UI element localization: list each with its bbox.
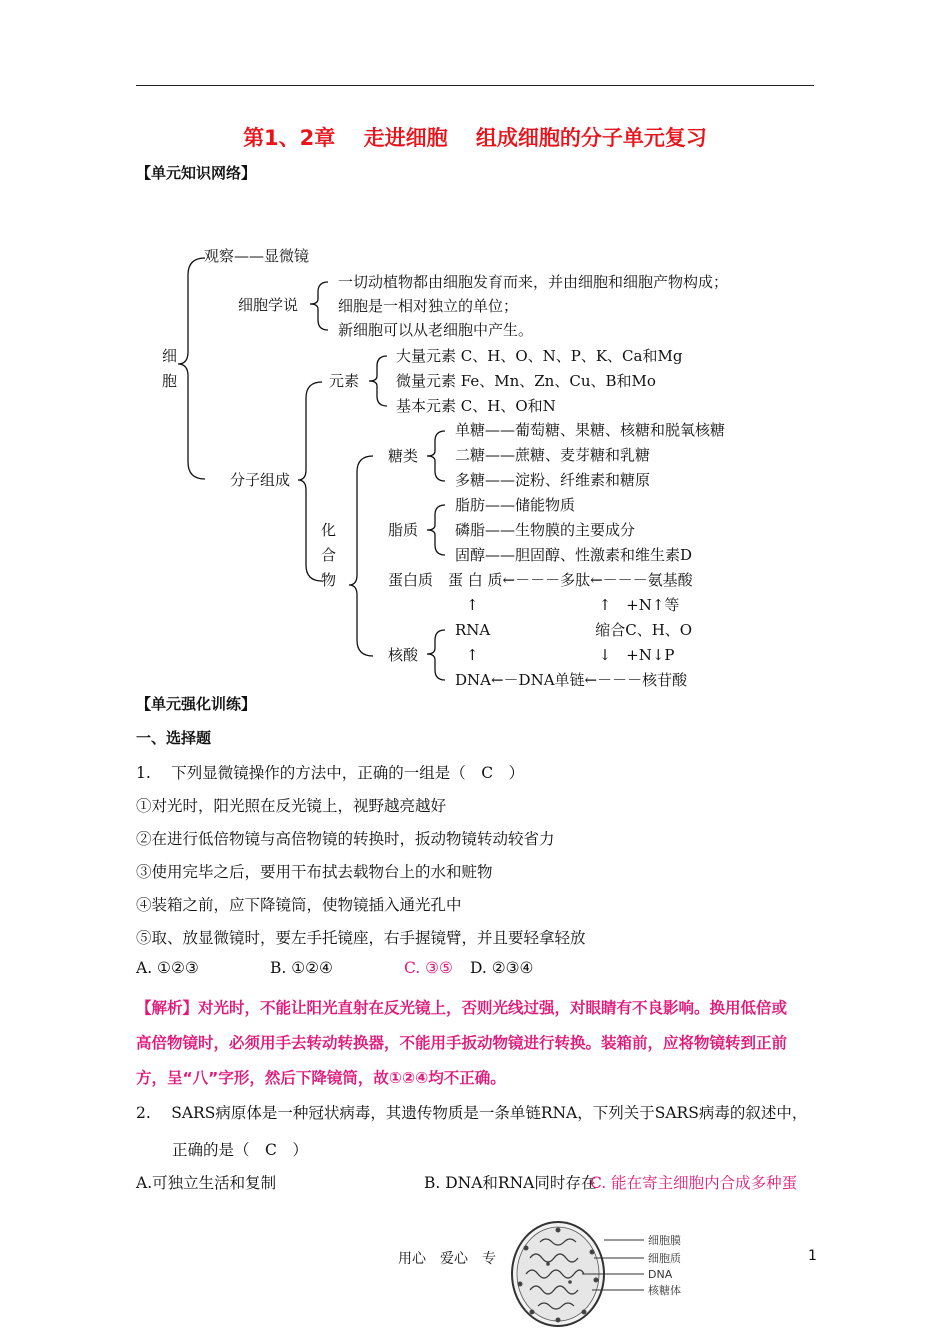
network-nucleic-arrows: ↑ ↓ +N↓P <box>466 646 675 664</box>
lipid-item: 磷脂——生物膜的主要成分 <box>455 521 636 539</box>
question-1-choice-c-answer: C. ③⑤ <box>404 959 453 977</box>
question-1-statement: ②在进行低倍物镜与高倍物镜的转换时，扳动物镜转动较省力 <box>136 830 555 848</box>
question-1-statement: ①对光时，阳光照在反光镜上，视野越亮越好 <box>136 797 447 815</box>
lipid-item: 固醇——胆固醇、性激素和维生素D <box>455 546 693 564</box>
section-training-heading: 【单元强化训练】 <box>136 695 257 713</box>
theory-item: 新细胞可以从老细胞中产生。 <box>338 321 534 339</box>
footer-text: 用心 爱心 专 <box>398 1251 496 1267</box>
brace-nucleic <box>427 630 445 680</box>
question-1-choice-b: B. ①②④ <box>270 959 333 977</box>
section-network-heading: 【单元知识网络】 <box>136 164 257 182</box>
page-number: 1 <box>808 1248 817 1264</box>
lipid-item: 脂肪——储能物质 <box>455 496 576 514</box>
question-1-choice-d: D. ②③④ <box>470 959 534 977</box>
page-title: 第1、2章 走进细胞 组成细胞的分子单元复习 <box>243 126 707 150</box>
network-lipid: 脂质 <box>388 521 419 539</box>
brace-compounds <box>349 456 373 656</box>
element-item: 基本元素 C、H、O和N <box>396 397 556 415</box>
question-1-explanation: 方，呈“八”字形，然后下降镜筒，故①②④均不正确。 <box>136 1069 506 1087</box>
question-2-stem-continued: 正确的是（ C ） <box>172 1141 308 1159</box>
theory-item: 细胞是一相对独立的单位； <box>338 297 519 315</box>
question-2-choice-c-answer: C. 能在寄主细胞内合成多种蛋 <box>590 1174 798 1192</box>
question-2-choice-b: B. DNA和RNA同时存在 <box>424 1174 597 1192</box>
network-observe: 观察——显微镜 <box>204 247 310 265</box>
figure-label: 细胞质 <box>648 1252 681 1265</box>
brace-lipid <box>427 505 445 555</box>
compound-char: 合 <box>321 546 337 564</box>
figure-label: 细胞膜 <box>648 1234 681 1247</box>
question-1-explanation: 高倍物镜时，必须用手去转动转换器，不能用手扳动物镜进行转换。装箱前，应将物镜转到正前 <box>136 1034 788 1052</box>
question-1-statement: ⑤取、放显微镜时，要左手托镜座，右手握镜臂，并且要轻拿轻放 <box>136 929 586 947</box>
network-root-char1: 细 <box>162 347 178 365</box>
network-elements: 元素 <box>329 372 360 390</box>
network-protein-row: 蛋白质 蛋 白 质←－－－多肽←－－－氨基酸 <box>388 571 693 589</box>
sugar-item: 单糖——葡萄糖、果糖、核糖和脱氧核糖 <box>455 421 726 439</box>
part-one-heading: 一、选择题 <box>136 729 212 747</box>
brace-cell-theory <box>310 282 328 330</box>
network-sugar: 糖类 <box>388 447 419 465</box>
question-2-choice-a: A.可独立生活和复制 <box>136 1174 277 1192</box>
brace-sugar <box>427 431 445 481</box>
element-item: 微量元素 Fe、Mn、Zn、Cu、B和Mo <box>396 372 656 390</box>
cell-diagram-figure <box>508 1218 728 1334</box>
network-root-char2: 胞 <box>162 372 178 390</box>
question-2-stem: 2. SARS病原体是一种冠状病毒，其遗传物质是一条单链RNA，下列关于SARS病毒的叙述中， <box>136 1104 808 1122</box>
compound-char: 物 <box>321 571 337 589</box>
question-1-explanation: 【解析】对光时，不能让阳光直射在反光镜上，否则光线过强，对眼睛有不良影响。换用低倍或 <box>136 999 788 1017</box>
sugar-item: 多糖——淀粉、纤维素和糖原 <box>455 471 651 489</box>
question-1-statement: ④装箱之前，应下降镜筒，使物镜插入通光孔中 <box>136 896 462 914</box>
question-1-stem: 1. 下列显微镜操作的方法中，正确的一组是（ C ） <box>136 764 525 782</box>
compound-char: 化 <box>321 521 337 539</box>
brace-root <box>178 258 205 479</box>
network-rna-row: RNA 缩合C、H、O <box>455 621 693 639</box>
network-nucleic: 核酸 <box>388 646 419 664</box>
network-molecular: 分子组成 <box>230 471 291 489</box>
theory-item: 一切动植物都由细胞发育而来，并由细胞和细胞产物构成； <box>338 273 729 291</box>
cell-diagram-drawing <box>508 1218 728 1334</box>
question-1-statement: ③使用完毕之后，要用干布拭去载物台上的水和赃物 <box>136 863 493 881</box>
figure-label: 核糖体 <box>648 1284 681 1297</box>
element-item: 大量元素 C、H、O、N、P、K、Ca和Mg <box>396 347 683 365</box>
network-dna-row: DNA←－DNA单链←－－－核苷酸 <box>455 671 688 689</box>
question-1-choice-a: A. ①②③ <box>136 959 199 977</box>
network-cell-theory: 细胞学说 <box>238 296 299 314</box>
brace-molecular <box>298 382 322 581</box>
figure-label: DNA <box>648 1268 673 1281</box>
sugar-item: 二糖——蔗糖、麦芽糖和乳糖 <box>455 446 651 464</box>
network-protein-arrows: ↑ ↑ +N↑等 <box>466 596 680 614</box>
brace-elements <box>369 356 387 406</box>
